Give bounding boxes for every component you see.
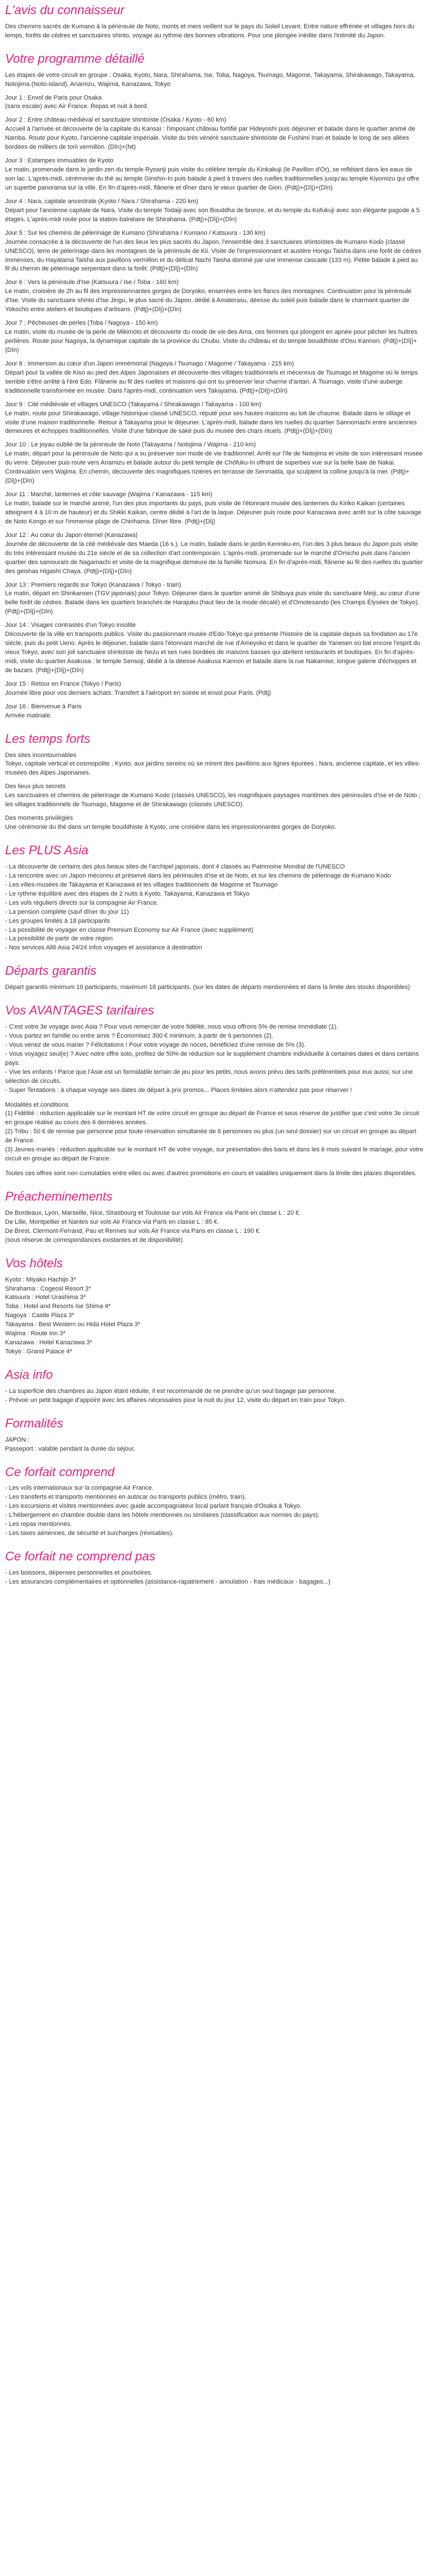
asiainfo-section: [5, 1365, 424, 1405]
day-text: Le matin, départ en Shinkansen (TGV japonais) pour Tokyo. Déjeuner dans le quartier animé de Shibuya puis visite du sanctuaire Meiji, au cœur d'une belle forêt de cèdres. Balade dans les quartiers branchés de Harajuku (haut lieu de la mode décalé) et d'Omotesando (les Champs Élysées de Tokyo). (Pdtj)+(Dîj)+(Dîn): [5, 590, 420, 616]
program-days: [5, 116, 424, 720]
formalities-list: [5, 1436, 424, 1454]
day-title: Jour 13 : Premiers regards sur Tokyo (Kanazawa / Tokyo - train): [5, 581, 181, 588]
list-item: - Prévoir un petit bagage d'appoint avec les affaires nécessaires pour la nuit du jour 12, visite du départ en train pour Tokyo.: [5, 1396, 346, 1404]
list-item: (2) Tribu : 50 € de remise par personne pour toute réservation simultanée de 6 personnes ou plus (un seul dossier) sur un circuit en groupe au départ de France.: [5, 1128, 417, 1145]
day-title: Jour 8 : Immersion au cœur d'un Japon immémorial (Nagoya / Tsumago / Magome / Takayama - 215 km): [5, 360, 294, 367]
day-text: Le matin, visite du musée de la perle de Mikimoto et découverte du mode de vie des Ama, ces femmes qui plongent en apnée pour pêcher les huîtres perlières. Route pour Nagoya, la dynamique capitale de la province du Chubu. Visite du château et du temple bouddhiste d'Osu Kannon. (Pdtj)+(Dîj)+(Dîn): [5, 329, 418, 354]
section-title: Les PLUS Asia: [5, 843, 89, 858]
list-item: De Brest, Clermont-Ferrand, Pau et Rennes sur vols Air France via Paris en classe L : 190 €.: [5, 1227, 261, 1235]
advantages-section: [5, 1000, 424, 1179]
excludes-list: [5, 1569, 424, 1587]
list-item: - Les boissons, dépenses personnelles et pourboires.: [5, 1569, 153, 1576]
advantages-notes: [5, 1109, 424, 1164]
day-title: Jour 14 : Visages contrastés d'un Tokyo insolite: [5, 622, 136, 629]
list-item: - Les excursions et visites mentionnées avec guide accompagnateur local parlant français d'Osaka à Tokyo.: [5, 1503, 302, 1510]
list-item: De Lille, Montpellier et Nantes sur vols Air France via Paris en classe L : 85 €.: [5, 1218, 220, 1225]
section-title: Les temps forts: [5, 731, 91, 746]
asiainfo-list: [5, 1387, 424, 1405]
list-item: (3) Jeunes mariés : réduction applicable sur le montant HT de votre voyage, sur présentation des bans et dans les 6 mois suivant le mariage, pour votre circuit en groupe au départ de France.: [5, 1146, 424, 1163]
list-item: Shirahama : Cogeosl Resort 3*: [5, 1285, 91, 1292]
includes-section: [5, 1462, 424, 1539]
formalities-section: [5, 1413, 424, 1454]
list-item: Kyoto : Miyako Hachijo 3*: [5, 1276, 76, 1283]
section-title: Asia info: [5, 1367, 53, 1382]
list-item: - L'hébergement en chambre double dans les hôtels mentionnés ou similaires (classification aux normes du pays).: [5, 1512, 320, 1519]
section-title: Ce forfait comprend: [5, 1464, 115, 1479]
list-item: Nagoya : Castle Plaza 3*: [5, 1312, 75, 1319]
day-text: Découverte de la ville en transports publics. Visite du passionnant musée d'Edo-Tokyo qui présente l'histoire de la capitale depuis sa fondation au 17e siècle, puis du petit Ueno. Après le déjeuner, balade dans l'étonnant marché de rue d'Ameyoko et dans le quartier de Yanesen où bat encore l'esprit du vieux Tokyo, avec son joli sanctuaire shintoïste de Nezu et ses rues bordées de maisons basses qui abritent restaurants et boutiques. En fin d'après-midi, visite du quartier Asakusa : le temple Sensoji, dédié à la déesse Asakusa Kannon et balade dans la rue Nakamise, longue galerie d'échoppes et de bazars. (Pdtj)+(Dîj)+(Dîn): [5, 631, 421, 674]
program-day-1: Jour 1 : Envol de Paris pour Osaka (sans escale) avec Air France. Repas et nuit à bord.: [5, 94, 149, 110]
day-text: Le matin, route pour Shirakawago, village historique classé UNESCO, réputé pour ses hautes maisons au toit de chaume. Balade dans le village et visite d'une maison traditionnelle. Retour à Takayama pour le déjeuner. L'après-midi, balade dans les ruelles du quartier Sannomachi entre anciennes demeures et échoppes traditionnelles. Visite d'une fabrique de saké puis du musée des chars rituels. (Pdtj)+(Dîj)+(Dîn): [5, 410, 417, 435]
preroutes-section: [5, 1186, 424, 1245]
program-day: [5, 703, 424, 721]
list-item: - Vive les enfants ! Parce que l'Asie est un formidable terrain de jeu pour les petits, nous avons prévu des tarifs préférentiels pour eux aussi, sur une sélection de circuits.: [5, 1068, 413, 1085]
program-day: [5, 491, 424, 527]
includes-list: [5, 1484, 424, 1538]
list-item: De Bordeaux, Lyon, Marseille, Nice, Strasbourg et Toulouse sur vols Air France via Paris en classe L : 20 €.: [5, 1209, 301, 1216]
program-day: [5, 401, 424, 437]
list-item: - Vous venez de vous marier ? Félicitations ! Pour votre voyage de noces, bénéficiez d'une remise de 5% (3).: [5, 1041, 306, 1048]
highlights-blocks: [5, 751, 424, 833]
section-title: L'avis du connaisseur: [5, 3, 125, 17]
list-item: - La superficie des chambres au Japon étant réduite, il est recommandé de ne prendre qu'un seul bagage par personne.: [5, 1387, 336, 1395]
list-item: Tokyo : Grand Palace 4*: [5, 1348, 72, 1356]
section-title: Départs garantis: [5, 964, 97, 978]
advantages-list: [5, 1023, 424, 1095]
highlight-text: Une cérémonie du thé dans un temple bouddhiste à Kyoto, une croisière dans les impressionnantes gorges de Doryoko.: [5, 824, 337, 831]
day-text: Départ pour l'ancienne capitale de Nara. Visite du temple Todaiji avec son Bouddha de bronze, et du temple du Kofukuji avec son élégante pagode à 5 étages. L'après-midi route pour la station balnéaire de Shirahama. (Pdtj)+(Dîj)+(Dîn): [5, 207, 420, 223]
day-title: Jour 16 : Bienvenue à Paris: [5, 703, 82, 710]
section-title: Votre programme détaillé: [5, 51, 145, 66]
list-item: - Les repas mentionnés.: [5, 1521, 72, 1528]
program-day: [5, 319, 424, 355]
day-title: Jour 9 : Cité médiévale et villages UNESCO (Takayama / Shirakawago / Takayama - 100 km): [5, 401, 261, 408]
day-text: Le matin, balade sur le marché animé, l'un des plus importants du pays, puis visite de l'étonnant musée des lanternes du Kiriko Kaikan (certaines atteignent 4 à 10 m de hauteur) et du Shikki Kaikan, centre dédié à l'art de la laque. Déjeuner puis route pour Kanazawa avec arrêt sur la côte sauvage de Noto Kongo et sur l'immense plage de Chirihama. Dîner libre. (Pdtj)+(Dîj): [5, 500, 422, 525]
day-text: Journée consacrée à la découverte de l'un des lieux les plus sacrés du Japon, l'ensemble des 3 sanctuaires shintoïstes de Kumano Kodo (classé UNESCO), terre de pèlerinage dans les montagnes de la péninsule de Kii. Visite de l'impressionnant et austère Hongu Taisha dans une forêt de cèdres immenses, du Hayatama Taisha aux pavillons vermillon et du délicat Nachi Taisha dominé par une immense cascade (133 m). Petite balade à pied au fil du chemin de pèlerinage serpentant dans la forêt. (Pdtj)+(Dîj)+(Dîn): [5, 238, 422, 273]
day-text: Journée de découverte de la cité médiévale des Maeda (16 s.). Le matin, balade dans le jardin Kenroku-en, l'un des 3 plus beaux du Japon puis visite du très intéressant musée du 21e siècle et de sa collection d'art contemporain. L'après-midi, promenade sur le marché d'Omicho puis dans l'ancien quartier des samouraïs de Nagamachi et visite de la magnifique demeure de la famille Nomura. En fin d'après-midi, flânerie au fil des ruelles du quartier des geishas Higashi Chaya. (Pdtj)+(Dîj)+(Dîn): [5, 540, 423, 575]
hotels-list: [5, 1276, 424, 1357]
day-title: Jour 4 : Nara, capitale ancestrale (Kyoto / Nara / Shirahama - 220 km): [5, 197, 199, 205]
list-item: - La pension complète (sauf dîner du jour 11): [5, 908, 129, 915]
day-title: Jour 6 : Vers la péninsule d'Ise (Katsuura / Ise / Toba - 160 km): [5, 279, 179, 286]
list-item: - La découverte de certains des plus beaux sites de l'archipel japonais, dont 4 classés au Patrimoine Mondial de l'UNESCO: [5, 863, 345, 870]
program-day: [5, 531, 424, 577]
section-title: Ce forfait ne comprend pas: [5, 1549, 156, 1564]
day-title: Jour 11 : Marché, lanternes et côte sauvage (Wajima / Kanazawa - 115 km): [5, 491, 213, 498]
list-item: - Les vols internationaux sur la compagnie Air France.: [5, 1485, 154, 1492]
list-item: - Les assurances complémentaires et optionnelles (assistance-rapatriement - annulation - frais médicaux - bagages...): [5, 1578, 331, 1585]
program-day: [5, 229, 424, 274]
program-day: [5, 360, 424, 396]
list-item: (1) Fidélité : réduction applicable sur le montant HT de votre circuit en groupe au départ de France et sous réserve de justifier que c'est votre 3e circuit en groupe réalisé au cours des 6 dernières années.: [5, 1110, 419, 1126]
section-title: Vos hôtels: [5, 1255, 63, 1270]
day-text: Le matin, promenade dans le jardin zen du temple Ryoanji puis visite du célèbre temple du Kinkakuji (le Pavillon d'Or), se reflétant dans les eaux de son lac. L'après-midi, cérémonie du thé au temple Ginshin-In puis balade à pied à travers des ruelles traditionnelles jusqu'au temple Kiyomizu qui offre un superbe panorama sur la ville. En fin d'après-midi, flânerie et dîner dans le vieux quartier de Gion. (Pdtj)+(Dîj)+(Dîn): [5, 166, 419, 191]
highlight-text: Tokyo, capitale vertical et cosmopolite ; Kyoto, aux jardins sereins où se mirent des pavillons aux lignes épurées ; Nara, ancienne capitale, et les villes-musées des Alpes Japonaises.: [5, 760, 421, 777]
section-title: Formalités: [5, 1416, 63, 1430]
program-day: [5, 441, 424, 486]
list-item: - La possibilité de partir de votre région: [5, 935, 113, 943]
departures-section: [5, 961, 424, 992]
list-item: - Les vols réguliers directs sur la compagnie Air France.: [5, 899, 158, 906]
intro-text: Des chemins sacrés de Kumano à la péninsule de Noto, monts et mers veillent sur le pays du Soleil Levant. Entre nature effrénée et villages hors du temps, forêts de cèdres et sanctuaires shinto, voyage au rythme des bonnes vibrations. Pour une plongée inédite dans l'intimité du Japon.: [5, 23, 415, 39]
list-item: - Les villes-musées de Takayama et Kanazawa et les villages traditionnels de Magome et Tsumago: [5, 881, 278, 888]
program-day: [5, 116, 424, 152]
program-day: [5, 680, 424, 698]
program-section: [5, 49, 424, 721]
list-item: Toba : Hotel and Resorts Ise Shima 4*: [5, 1303, 111, 1310]
program-day: [5, 621, 424, 676]
plus-section: [5, 840, 424, 953]
list-item: Kanazawa : Hotel Kanazawa 3*: [5, 1339, 93, 1347]
highlight-title: Des moments privilégiés: [5, 815, 73, 822]
list-item: - Vous voyagez seul(e) ? Avec notre offre solo, profitez de 50% de réduction sur le supplément chambre individuelle à certaines dates et dans certains pays.: [5, 1050, 419, 1066]
list-item: JAPON :: [5, 1436, 29, 1443]
list-item: - Les transferts et transports mentionnés en autocar ou transports publics (métro, train).: [5, 1494, 247, 1501]
departures-text: Départ garantis minimum 10 participants, maximum 18 participants. (sur les dates de départs mentionnées et dans la limite des stocks disponibles): [5, 984, 410, 991]
list-item: Katsuura : Hotel Urashima 3*: [5, 1294, 86, 1301]
list-item: - La possibilité de voyager en classe Premium Economy sur Air France (avec supplément): [5, 926, 254, 934]
day-text: Le matin, croisière de 2h au fil des impressionnantes gorges de Doryoko, enserrées entre les flancs des montagnes. Continuation pour la péninsule d'Ise. Visite du sanctuaire shinto d'Ise Jingu, le plus sacré du Japon, dédié à Amaterasu, déesse du soleil puis balade dans le charmant quartier de Yokocho entre ateliers et boutiques d'artisans. (Pdtj)+(Dîj)+(Dîn): [5, 288, 411, 313]
list-item: - La rencontre avec un Japon méconnu et préservé dans les péninsules d'Ise et de Noto, et sur les chemins de pèlerinage de Kumano Kodo: [5, 872, 391, 879]
advantages-footer: Toutes ces offres sont non cumulables entre elles ou avec d'autres promotions en cours et valables uniquement dans la limite des places disponibles.: [5, 1170, 417, 1177]
program-day: [5, 157, 424, 193]
list-item: Passeport : valable pendant la durée du séjour.: [5, 1445, 135, 1452]
day-title: Jour 7 : Pêcheuses de perles (Toba / Nagoya - 150 km): [5, 320, 158, 327]
program-lead: Les étapes de votre circuit en groupe : Osaka, Kyoto, Nara, Shirahama, Ise, Toba, Nagoya, Tsumago, Magome, Takayama, Shirakawago, Takayama, Notojima (Noto-island), Anamizu, Wajima, Kanazawa, Tokyo: [5, 71, 415, 88]
highlight-block: [5, 814, 424, 832]
list-item: - Super Tentations : à chaque voyage ses dates de départ à prix promos... Places limitées alors n'attendez pas pour réserver !: [5, 1086, 352, 1094]
list-item: - Les groupes limités à 18 participants: [5, 917, 110, 924]
highlight-block: [5, 782, 424, 810]
advantages-notes-title: Modalités et conditions: [5, 1101, 68, 1108]
excludes-section: [5, 1546, 424, 1587]
hotels-section: [5, 1253, 424, 1357]
program-day: [5, 278, 424, 315]
intro-section: [5, 0, 424, 41]
day-title: Jour 2 : Entre château médiéval et sanctuaire shintoïste (Osaka / Kyoto - 60 km): [5, 117, 226, 124]
day-title: Jour 12 : Au cœur du Japon éternel (Kanazawa): [5, 531, 138, 539]
highlight-title: Des sites incontournables: [5, 751, 76, 759]
preroutes-list: [5, 1209, 424, 1245]
day-title: Jour 5 : Sur les chemins de pèlerinage de Kumano (Shirahama / Kumano / Katsuura - 130 km): [5, 229, 265, 236]
highlight-text: Les sanctuaires et chemins de pèlerinage de Kumano Kodo (classés UNESCO), les magnifiques paysages maritimes des péninsules d'Ise et de Noto ; les villages traditionnels de Tsumago, Magome et de Shirakawago (classés UNESCO).: [5, 792, 421, 809]
day-text: Accueil à l'arrivée et découverte de la capitale du Kansaï : l'imposant château fortifié par Hideyoshi puis déjeuner et balade dans le quartier animé de Namba. Route pour Kyoto, l'ancienne capitale impériale. Visite du très vénéré sanctuaire shintoïste de Fushimi Inari et balade le long de ses allées bordées de milliers de torii vermillon. (Dîn)+(Nt): [5, 126, 415, 151]
highlight-title: Des lieux plus secrets: [5, 783, 66, 790]
day-title: Jour 15 : Retour en France (Tokyo / Paris): [5, 680, 121, 687]
day-text: Arrivée matinale.: [5, 712, 52, 719]
list-item: (sous réserve de correspondances existantes et de disponibilité): [5, 1236, 183, 1244]
highlight-block: [5, 751, 424, 779]
day-title: Jour 10 : Le joyau oublié de la péninsule de Noto (Takayama / Notojima / Wajima - 210 km): [5, 441, 256, 449]
list-item: - Les taxes aériennes, de sécurité et surcharges (révisables).: [5, 1530, 174, 1537]
list-item: - Le rythme équilibré avec des étapes de 2 nuits à Kyoto, Takayama, Kanazawa et Tokyo: [5, 890, 250, 897]
day-text: Journée libre pour vos derniers achats. Transfert à l'aéroport en soirée et envol pour Paris. (Pdtj): [5, 689, 271, 696]
list-item: - Nos services Allô Asia 24/24 infos voyages et assistance à destination: [5, 944, 202, 952]
plus-list: [5, 863, 424, 953]
list-item: Wajima : Route Inn 3*: [5, 1330, 66, 1338]
day-title: Jour 3 : Estampes immuables de Kyoto: [5, 157, 114, 165]
day-text: Départ pour la vallée de Kiso au pied des Alpes Japonaises et découverte des villages traditionnels et mécennus de Tsumago et Magome où le temps semble s'être arrêté à l'ère Edo. Flânerie au fil des ruelles et maisons qui ont su préserver leur charme d'antan. À Tsumago, visite d'une auberge traditionnelle transformée en musée. Dans l'après-midi, continuation vers Takayama. (Pdtj)+(Dîj)+(Dîn): [5, 369, 418, 394]
list-item: - C'est votre 3e voyage avec Asia ? Pour vous remercier de votre fidélité, nous vous offrons 5% de remise immédiate (1).: [5, 1023, 338, 1031]
program-day: [5, 581, 424, 617]
section-title: Vos AVANTAGES tarifaires: [5, 1003, 155, 1018]
list-item: Takayama : Best Western ou Hida Hotel Plaza 3*: [5, 1321, 140, 1328]
section-title: Préacheminements: [5, 1189, 113, 1204]
highlights-section: [5, 729, 424, 832]
day-text: Le matin, départ pour la péninsule de Noto qui a su préserver son mode de vie traditionnel. Arrêt sur l'île de Notojima et visite de son intéressant musée du verre. Déjeuner puis route vers Anamizu et balade autour du petit temple de Chōfuku-In offrant de superbes vue sur la belle baie de Nakai. Continuation vers Wajima. En chemin, découverte des magnifiques rizières en terrasse de Senmaida, qui sculptent la colline jusqu'à la mer. (Pdtj)+(Dîj)+(Dîn): [5, 450, 423, 485]
list-item: - Vous partez en famille ou entre amis ? Économisez 300 € minimum, à partir de 6 personnes (2).: [5, 1032, 273, 1039]
program-day: [5, 197, 424, 225]
